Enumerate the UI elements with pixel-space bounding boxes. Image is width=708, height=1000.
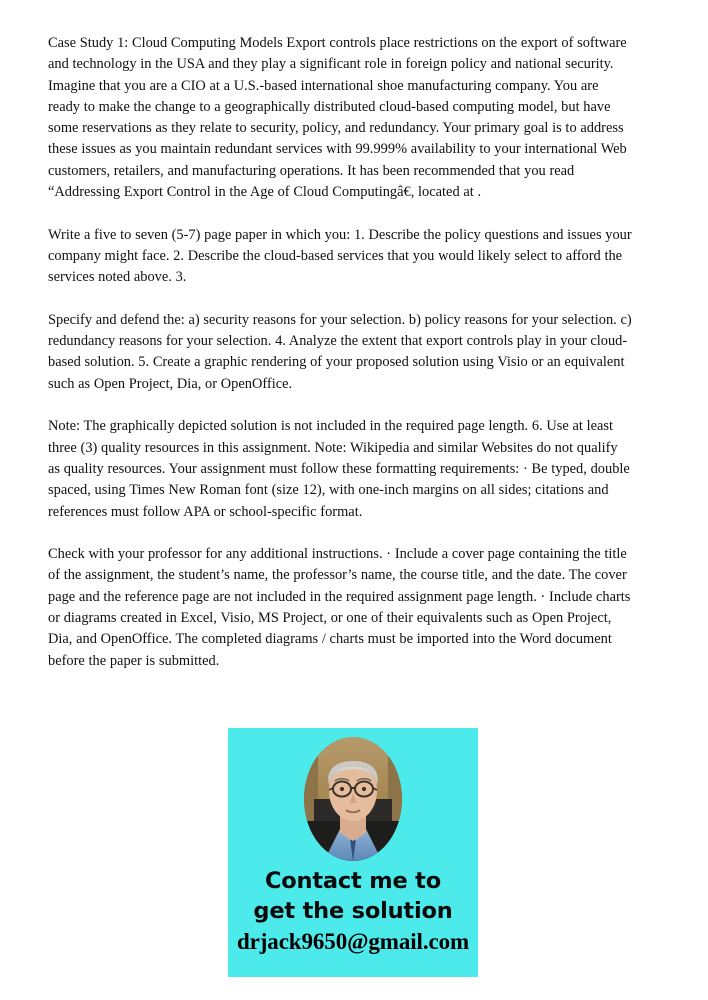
paragraph-professor-instructions: Check with your professor for any additional instructions. · Include a cover page containing the title of the assignment, the student’s name, the professor’s name, the course title, and the date. The cover page and the reference page are not included in the required assignment page length. · Include charts or diagrams created in Excel, Visio, MS Project, or one of their equivalents such as Open Project, Dia, and OpenOffice. The completed diagrams / charts must be imported into the Word document before the paper is submitted. bbox=[48, 546, 631, 669]
promo-email-address[interactable]: drjack9650@gmail.com bbox=[236, 929, 470, 954]
paragraph-formatting-note: Note: The graphically depicted solution is not included in the required page length. 6. Use at least three (3) quality resources in this assignment. Note: Wikipedia and similar Websites do not qualify as quality resources. Your assignment must follow these formatting requirements: · Be typed, double spaced, using Times New Roman font (size 12), with one-inch margins on all sides; citations and references must follow APA or school-specific format. bbox=[48, 418, 630, 520]
paragraph-case-study-intro: Case Study 1: Cloud Computing Models Export controls place restrictions on the export of software and technology in the USA and they play a significant role in foreign policy and national security. Imagine that you are a CIO at a U.S.-based international shoe manufacturing company. You are ready to make the change to a geographically distributed cloud-based computing model, but have some reservations as they relate to security, policy, and redundancy. Your primary goal is to address these issues as you maintain redundant services with 99.999% availability to your international Web customers, retailers, and manufacturing operations. It has been recommended that you read “Addressing Export Control in the Age of Cloud Computingâ€, located at . bbox=[48, 35, 627, 201]
paragraph-specify-and-defend: Specify and defend the: a) security reasons for your selection. b) policy reasons for your selection. c) redundancy reasons for your selection. 4. Analyze the extent that export controls play in your cloud-based solution. 5. Create a graphic rendering of your proposed solution using Visio or an equivalent such as Open Project, Dia, or OpenOffice. bbox=[48, 311, 632, 392]
portrait-photo-icon bbox=[304, 737, 402, 861]
promo-headline-line-1: Contact me to bbox=[264, 868, 441, 894]
paragraph-paper-requirements: Write a five to seven (5-7) page paper in which you: 1. Describe the policy questions and issues your company might face. 2. Describe the cloud-based services that you would likely select to afford the services noted above. 3. bbox=[48, 226, 632, 286]
document-body-text bbox=[48, 33, 632, 672]
contact-promo-banner bbox=[228, 728, 478, 977]
promo-headline bbox=[228, 866, 478, 926]
promo-headline-line-2: get the solution bbox=[253, 898, 453, 924]
portrait-illustration bbox=[304, 737, 402, 861]
